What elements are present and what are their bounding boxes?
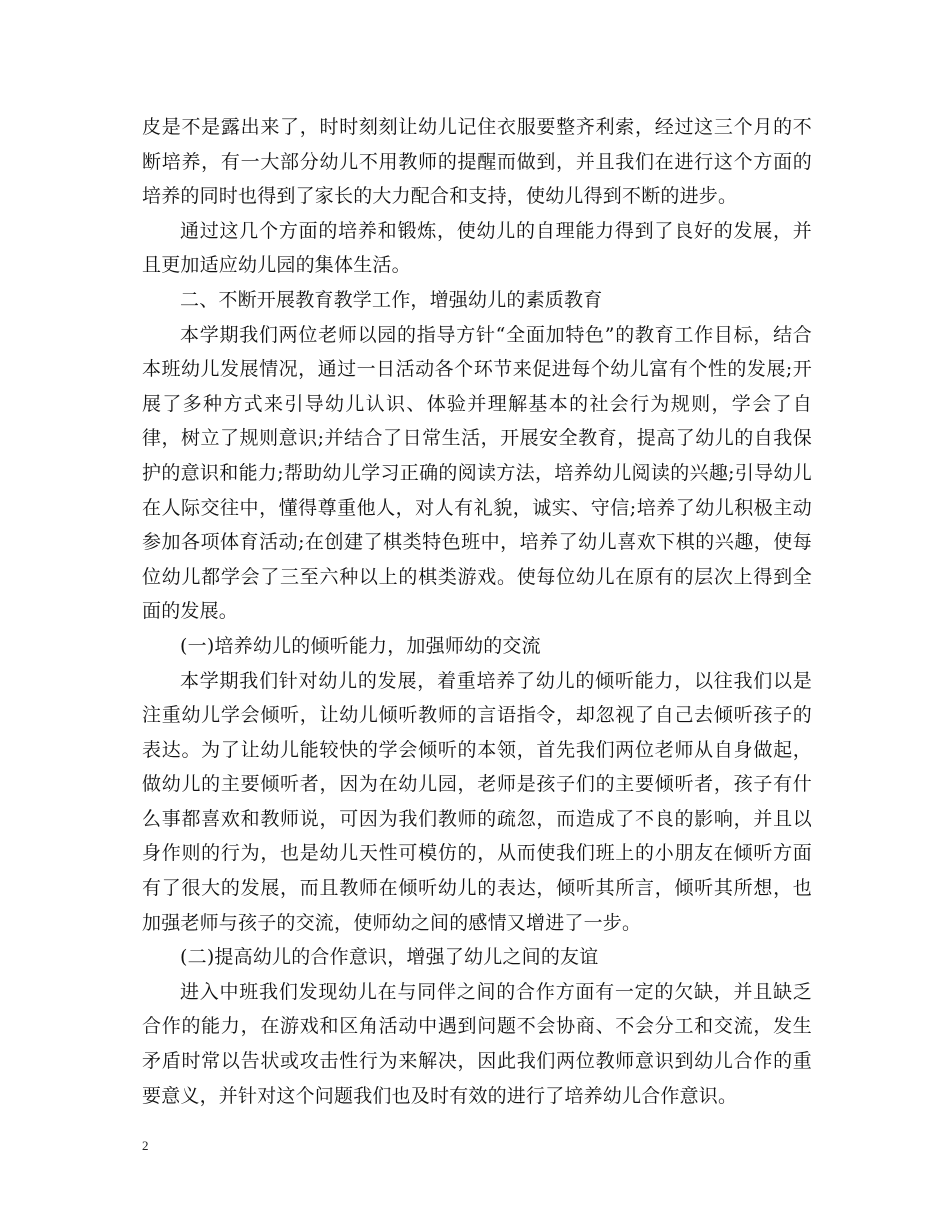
document-body xyxy=(142,110,812,1113)
paragraph-continuation: 皮是不是露出来了，时时刻刻让幼儿记住衣服要整齐利索，经过这三个月的不断培养，有一大部分幼儿不用教师的提醒而做到，并且我们在进行这个方面的培养的同时也得到了家长的大力配合和支持，使幼儿得到不断的进步。 xyxy=(142,116,812,208)
paragraph-education-goals: 本学期我们两位老师以园的指导方针“全面加特色”的教育工作目标，结合本班幼儿发展情况，通过一日活动各个环节来促进每个幼儿富有个性的发展;开展了多种方式来引导幼儿认识、体验并理解基本的社会行为规则，学会了自律，树立了规则意识;并结合了日常生活，开展安全教育，提高了幼儿的自我保护的意识和能力;帮助幼儿学习正确的阅读方法，培养幼儿阅读的兴趣;引导幼儿在人际交往中，懂得尊重他人，对人有礼貌，诚实、守信;培养了幼儿积极主动参加各项体育活动;在创建了棋类特色班中，培养了幼儿喜欢下棋的兴趣，使每位幼儿都学会了三至六种以上的棋类游戏。使每位幼儿在原有的层次上得到全面的发展。 xyxy=(142,323,812,623)
section-heading-education: 二、不断开展教育教学工作，增强幼儿的素质教育 xyxy=(180,288,603,311)
paragraph-summary: 通过这几个方面的培养和锻炼，使幼儿的自理能力得到了良好的发展，并且更加适应幼儿园的集体生活。 xyxy=(142,219,812,277)
subheading-cooperation: (二)提高幼儿的合作意识，增强了幼儿之间的友谊 xyxy=(180,946,599,969)
paragraph-cooperation: 进入中班我们发现幼儿在与同伴之间的合作方面有一定的欠缺，并且缺乏合作的能力，在游戏和区角活动中遇到问题不会协商、不会分工和交流，发生矛盾时常以告状或攻击性行为来解决，因此我们两位教师意识到幼儿合作的重要意义，并针对这个问题我们也及时有效的进行了培养幼儿合作意识。 xyxy=(142,980,812,1107)
page-number: 2 xyxy=(142,1138,149,1153)
subheading-listening: (一)培养幼儿的倾听能力，加强师幼的交流 xyxy=(180,634,541,657)
paragraph-listening: 本学期我们针对幼儿的发展，着重培养了幼儿的倾听能力，以往我们以是注重幼儿学会倾听，让幼儿倾听教师的言语指令，却忽视了自己去倾听孩子的表达。为了让幼儿能较快的学会倾听的本领，首先我们两位老师从自身做起，做幼儿的主要倾听者，因为在幼儿园，老师是孩子们的主要倾听者，孩子有什么事都喜欢和教师说，可因为我们教师的疏忽，而造成了不良的影响，并且以身作则的行为，也是幼儿天性可模仿的，从而使我们班上的小朋友在倾听方面有了很大的发展，而且教师在倾听幼儿的表达，倾听其所言，倾听其所想，也加强老师与孩子的交流，使师幼之间的感情又增进了一步。 xyxy=(142,669,812,934)
